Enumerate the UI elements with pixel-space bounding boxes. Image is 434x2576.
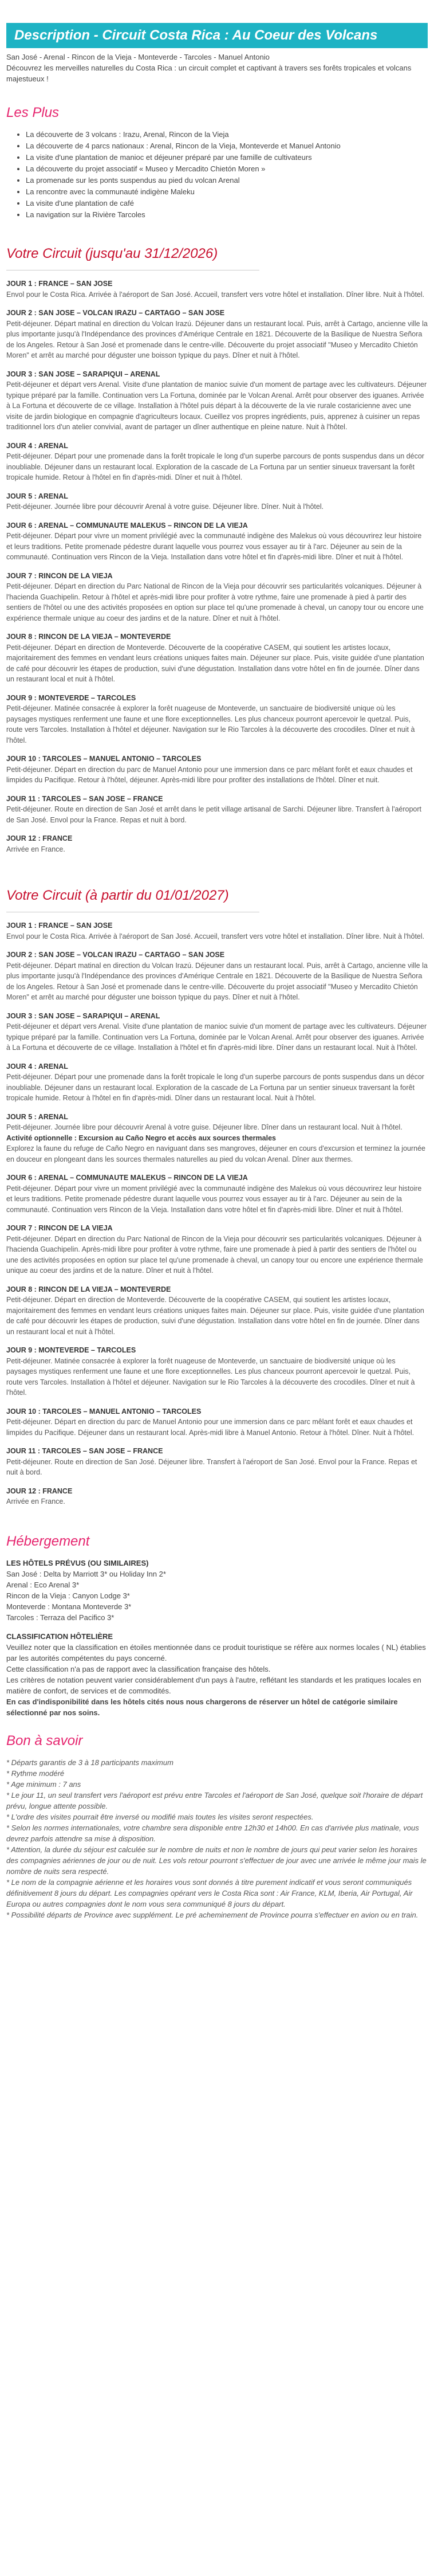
day-heading: JOUR 6 : ARENAL – COMMUNAUTE MALEKUS – RINCON DE LA VIEJA (6, 521, 248, 530)
bon-a-savoir-item: * Age minimum : 7 ans (6, 1779, 81, 1789)
bon-a-savoir-item: * Attention, la durée du séjour est calculée sur le nombre de nuits et non le nombre de jours qui peut varier selon les horaires des compagnies aériennes de jour ou de nuit. Les vols retour pourront s'effectuer de jour avec une arrivée le même jour mais le nombre de nuits sera respecté. (6, 1845, 427, 1876)
day-heading: JOUR 9 : MONTEVERDE – TARCOLES (6, 693, 136, 702)
day-description: Envol pour le Costa Rica. Arrivée à l'aéroport de San José. Accueil, transfert vers votre hôtel et installation. Dîner libre. Nuit à l'hôtel. (6, 290, 425, 299)
day-heading: JOUR 8 : RINCON DE LA VIEJA – MONTEVERDE (6, 1285, 171, 1293)
bon-a-savoir-item: * Départs garantis de 3 à 18 participants maximum (6, 1758, 173, 1767)
day-description: Petit-déjeuner. Départ en direction du Parc National de Rincon de la Vieja pour découvrir ses particularités volcaniques. Déjeuner à l'hacienda Guachipelin. Après-midi libre pour profiter à votre rythme, faire une promenade à pied à partir des sentiers de l'hôtel ou une des activités proposées en option sur place tel qu'une promenade à cheval, un canopy tour ou encore une expérience thermale unique au coeur des jardins et de la nature. Dîner et nuit à l'hôtel. (6, 1234, 423, 1275)
day-entry (6, 693, 428, 746)
day-description: Petit-déjeuner. Route en direction de San José et arrêt dans le petit village artisanal de Sarchi. Déjeuner libre. Transfert à l'aéroport de San José. Envol pour la France. Repas et nuit à bord. (6, 805, 422, 824)
plus-list (6, 129, 428, 221)
day-heading: JOUR 3 : SAN JOSE – SARAPIQUI – ARENAL (6, 370, 160, 378)
day-entry (6, 920, 428, 942)
day-description: Envol pour le Costa Rica. Arrivée à l'aéroport de San José. Accueil, transfert vers votre hôtel et installation. Dîner libre. Nuit à l'hôtel. (6, 932, 425, 940)
day-description: Petit-déjeuner et départ vers Arenal. Visite d'une plantation de manioc suivie d'un moment de partage avec les cultivateurs. Déjeuner typique préparé par la famille. Continuation vers La Fortuna, dominée par le Volcan Arenal. Arrêt pour observer des iguanes. Arrivée à La Fortuna et découverte de ce village. Installation à l'hôtel puis départ à la découverte de la vie rurale costaricienne avec une visite de jardin biologique en compagnie d'agriculteurs locaux. Cueillez vos propres ingrédients, puis, apprenez à cuisiner un repas traditionnel lors d'un atelier convivial, avant de partager un dîner authentique en pleine nature. Nuit à l'hôtel. (6, 381, 427, 431)
day-description: Petit-déjeuner. Départ matinal en direction du Volcan Irazú. Déjeuner dans un restaurant local. Puis, arrêt à Cartago, ancienne ville la plus importante jusqu'à l'Indépendance des provinces d'Amérique Centrale en 1821. Découverte de la Basilique de Nuestra Señora de los Angeles. Retour à San José et promenade dans le centre-ville. Découverte du projet associatif "Museo y Mercadito Chietón Moren" et arrêt au marché pour déguster une boisson typique du pays. Dîner et nuit à l'hôtel. (6, 961, 428, 1001)
day-heading: JOUR 3 : SAN JOSE – SARAPIQUI – ARENAL (6, 1011, 160, 1020)
bon-a-savoir-item: * Selon les normes internationales, votre chambre sera disponible entre 12h30 et 14h00. En cas d'arrivée plus matinale, vous devrez parfois attendre sa mise à disposition. (6, 1823, 419, 1843)
day-heading: JOUR 11 : TARCOLES – SAN JOSE – FRANCE (6, 1447, 163, 1455)
classification-paragraph: Les critères de notation peuvent varier considérablement d'un pays à l'autre, reflétant les standards et les pratiques locales en matière de confort, de services et de commodités. (6, 1675, 421, 1695)
day-entry (6, 632, 428, 685)
bon-a-savoir-item: * L'ordre des visites pourrait être inversé ou modifié mais toutes les visites seront respectées. (6, 1812, 314, 1821)
day-heading: JOUR 5 : ARENAL (6, 1112, 68, 1121)
bon-a-savoir-item: * Possibilité départs de Province avec supplément. Le pré acheminement de Province pourra s'effectuer en avion ou en train. (6, 1910, 419, 1919)
day-heading: JOUR 7 : RINCON DE LA VIEJA (6, 571, 113, 580)
hotel-item: Arenal : Eco Arenal 3* (6, 1580, 80, 1589)
day-heading: JOUR 4 : ARENAL (6, 441, 68, 450)
day-description: Petit-déjeuner. Départ en direction du parc de Manuel Antonio pour une immersion dans ce parc mêlant forêt et eaux chaudes et limpides du Pacifique. Retour à l'hôtel, déjeuner. Après-midi libre pour profiter des installations de l'hôtel. Dîner et nuit. (6, 765, 413, 784)
optional-activity-description: Explorez la faune du refuge de Caño Negro en naviguant dans ses mangroves, déjeuner en cours d'excursion et terminez la journée en douceur en plongeant dans les sources thermales naturelles au pied du volcan Arenal. Dîner aux thermes. (6, 1144, 426, 1163)
day-description: Petit-déjeuner et départ vers Arenal. Visite d'une plantation de manioc suivie d'un moment de partage avec les cultivateurs. Déjeuner typique préparé par la famille. Continuation vers La Fortuna, dominée par le Volcan Arenal. Arrêt pour observer des iguanes. Arrivée à La Fortuna et découverte de ce village. Installation à l'hôtel et fin d'après-midi libre. Dîner dans un restaurant local. Nuit à l'hôtel. (6, 1022, 427, 1052)
day-description: Petit-déjeuner. Matinée consacrée à explorer la forêt nuageuse de Monteverde, un sanctuaire de biodiversité unique où les paysages mystiques renferment une faune et une flore exceptionnelles. Les plus chanceux pourront apercevoir le quetzal. Puis, route vers Tarcoles. Installation à l'hôtel et déjeuner. Navigation sur le Rio Tarcoles à la découverte des crocodiles. Dîner et nuit à l'hôtel. (6, 1356, 415, 1397)
product-description (6, 0, 428, 1920)
circuit-2026-days (6, 279, 428, 854)
section-heading-bon-a-savoir: Bon à savoir (6, 1732, 83, 1748)
section-heading-plus: Les Plus (6, 105, 60, 120)
bon-a-savoir-list (6, 1757, 428, 1920)
hotel-item: San José : Delta by Marriott 3* ou Holiday Inn 2* (6, 1569, 166, 1578)
day-heading: JOUR 8 : RINCON DE LA VIEJA – MONTEVERDE (6, 633, 171, 641)
day-heading: JOUR 12 : FRANCE (6, 1487, 73, 1495)
day-entry (6, 754, 428, 786)
day-entry (6, 794, 428, 826)
itinerary-route: San José - Arenal - Rincon de la Vieja - Monteverde - Tarcoles - Manuel Antonio (6, 53, 270, 61)
plus-item: • La découverte du projet associatif « Museo y Mercadito Chietón Moren » (26, 163, 428, 175)
classification-label: CLASSIFICATION HÔTELIÈRE (6, 1632, 113, 1641)
day-entry (6, 571, 428, 624)
day-heading: JOUR 5 : ARENAL (6, 492, 68, 500)
day-entry (6, 1173, 428, 1215)
day-heading: JOUR 1 : FRANCE – SAN JOSE (6, 280, 113, 288)
classification-text (6, 1642, 428, 1696)
day-entry (6, 1061, 428, 1104)
day-heading: JOUR 12 : FRANCE (6, 834, 73, 842)
hotels-label: LES HÔTELS PRÉVUS (OU SIMILAIRES) (6, 1558, 149, 1567)
day-description: Petit-déjeuner. Départ en direction du Parc National de Rincon de la Vieja pour découvrir ses particularités volcaniques. Déjeuner à l'hacienda Guachipelin. Retour à l'hôtel et après-midi libre pour profiter à votre rythme, faire une promenade à pied à partir des sentiers de l'hôtel ou une des activités proposées en option sur place tel qu'une promenade à cheval, un canopy tour ou encore une expérience thermale unique au coeur des jardins et de la nature. Dîner et nuit à l'hôtel. (6, 582, 424, 622)
hotel-section (6, 1558, 428, 1718)
section-heading-hebergement: Hébergement (6, 1533, 90, 1549)
day-description: Petit-déjeuner. Départ matinal en direction du Volcan Irazú. Déjeuner dans un restaurant local. Puis, arrêt à Cartago, ancienne ville la plus importante jusqu'à l'Indépendance des provinces d'Amérique Centrale en 1821. Découverte de la Basilique de Nuestra Señora de los Angeles. Retour à San José et promenade dans le centre-ville. Découverte du projet associatif "Museo y Mercadito Chietón Moren" et arrêt au marché pour déguster une boisson typique du pays. Dîner et nuit à l'hôtel. (6, 319, 428, 359)
hotel-item: Monteverde : Montana Monteverde 3* (6, 1602, 132, 1611)
day-entry (6, 1406, 428, 1438)
day-heading: JOUR 10 : TARCOLES – MANUEL ANTONIO – TARCOLES (6, 755, 202, 763)
section-heading-circuit-2026: Votre Circuit (jusqu'au 31/12/2026) (6, 246, 218, 261)
day-entry (6, 279, 428, 300)
intro-text: Découvrez les merveilles naturelles du Costa Rica : un circuit complet et captivant à travers ses forêts tropicales et volcans majestueux ! (6, 64, 412, 83)
hotel-item: Rincon de la Vieja : Canyon Lodge 3* (6, 1591, 130, 1600)
day-entry (6, 308, 428, 361)
day-heading: JOUR 10 : TARCOLES – MANUEL ANTONIO – TARCOLES (6, 1407, 202, 1416)
day-entry (6, 1486, 428, 1507)
optional-activity-heading: Activité optionnelle : Excursion au Caño Negro et accès aux sources thermales (6, 1134, 276, 1142)
day-description: Petit-déjeuner. Route en direction de San José. Déjeuner libre. Transfert à l'aéroport de San José. Envol pour la France. Repas et nuit à bord. (6, 1457, 417, 1476)
day-description: Petit-déjeuner. Départ en direction du parc de Manuel Antonio pour une immersion dans ce parc mêlant forêt et eaux chaudes et limpides du Pacifique. Déjeuner dans un restaurant local. Après-midi libre à Manuel Antonio. Retour à l'hôtel. Dîner. Nuit à l'hôtel. (6, 1418, 415, 1437)
classification-paragraph: Veuillez noter que la classification en étoiles mentionnée dans ce produit touristique se réfère aux normes locales ( NL) établies par les autorités compétentes du pays concerné. (6, 1642, 426, 1663)
day-heading: JOUR 2 : SAN JOSE – VOLCAN IRAZU – CARTAGO – SAN JOSE (6, 309, 225, 317)
day-description: Petit-déjeuner. Départ pour vivre un moment privilégié avec la communauté indigène des Malekus où vous découvrirez leur histoire et leurs traditions. Petite promenade pédestre durant laquelle vous pourrez vous essayer au tir à l'arc. Déjeuner au sein de la communauté. Continuation vers Rincon de la Vieja. Installation dans votre hôtel et fin d'après-midi libre. Dîner et nuit à l'hôtel. (6, 532, 422, 561)
classification-note: En cas d'indisponibilité dans les hôtels cités nous nous chargerons de réserver un hôtel de catégorie similaire sélectionné par nos soins. (6, 1697, 398, 1717)
day-heading: JOUR 1 : FRANCE – SAN JOSE (6, 922, 113, 930)
day-description: Petit-déjeuner. Départ pour une promenade dans la forêt tropicale le long d'un superbe parcours de ponts suspendus dans un décor inoubliable. Déjeuner dans un restaurant local. Exploration de la cascade de La Fortuna par un sentier sinueux traversant la forêt tropicale humide. Retour à l'hôtel en fin d'après-midi. Dîner dans un restaurant local. Nuit à l'hôtel. (6, 1073, 424, 1102)
plus-item: • La découverte de 4 parcs nationaux : Arenal, Rincon de la Vieja, Monteverde et Manuel Antonio (26, 140, 428, 152)
day-heading: JOUR 6 : ARENAL – COMMUNAUTE MALEKUS – RINCON DE LA VIEJA (6, 1174, 248, 1182)
plus-item: • La visite d'une plantation de café (26, 198, 428, 209)
day-entry (6, 491, 428, 512)
day-entry (6, 1011, 428, 1053)
day-heading: JOUR 2 : SAN JOSE – VOLCAN IRAZU – CARTAGO – SAN JOSE (6, 951, 225, 959)
day-entry (6, 1223, 428, 1276)
circuit-2027-days (6, 920, 428, 1507)
day-heading: JOUR 9 : MONTEVERDE – TARCOLES (6, 1346, 136, 1354)
day-description: Petit-déjeuner. Matinée consacrée à explorer la forêt nuageuse de Monteverde, un sanctuaire de biodiversité unique où les paysages mystiques renferment une faune et une flore exceptionnelles. Les plus chanceux pourront apercevoir le quetzal. Puis, route vers Tarcoles. Installation à l'hôtel et déjeuner. Navigation sur le Rio Tarcoles à la découverte des crocodiles. Dîner et nuit à l'hôtel. (6, 704, 415, 744)
day-description: Arrivée en France. (6, 845, 65, 853)
day-description: Petit-déjeuner. Départ pour vivre un moment privilégié avec la communauté indigène des Malekus où vous découvrirez leur histoire et leurs traditions. Petite promenade pédestre durant laquelle vous pourrez vous essayer au tir à l'arc. Déjeuner au sein de la communauté. Continuation vers Rincon de la Vieja. Installation dans votre hôtel et fin d'après-midi libre. Dîner et nuit à l'hôtel. (6, 1184, 422, 1214)
day-entry (6, 950, 428, 1003)
plus-item: • La navigation sur la Rivière Tarcoles (26, 209, 428, 221)
hotel-list (6, 1569, 428, 1623)
day-entry (6, 1345, 428, 1398)
plus-item: • La promenade sur les ponts suspendus au pied du volcan Arenal (26, 175, 428, 186)
day-entry (6, 520, 428, 563)
day-description: Petit-déjeuner. Départ pour une promenade dans la forêt tropicale le long d'un superbe parcours de ponts suspendus dans un décor inoubliable. Déjeuner dans un restaurant local. Exploration de la cascade de La Fortuna par un sentier sinueux traversant la forêt tropicale humide. Retour à l'hôtel en fin d'après-midi. Dîner et nuit à l'hôtel. (6, 452, 424, 481)
day-entry (6, 833, 428, 854)
day-description: Petit-déjeuner. Départ en direction de Monteverde. Découverte de la coopérative CASEM, qui soutient les artistes locaux, majoritairement des femmes en vendant leurs créations uniques faites main. Déjeuner sur place. Puis, visite guidée d'une plantation de café pour découvrir les étapes de production, suivi d'une dégustation. Installation dans votre hôtel en fin de journée. Dîner dans un restaurant local et nuit à l'hôtel. (6, 643, 424, 683)
day-heading: JOUR 11 : TARCOLES – SAN JOSE – FRANCE (6, 794, 163, 803)
day-description: Arrivée en France. (6, 1497, 65, 1505)
plus-item: • La rencontre avec la communauté indigène Maleku (26, 186, 428, 198)
day-description: Petit-déjeuner. Journée libre pour découvrir Arenal à votre guise. Déjeuner libre. Dîner dans un restaurant local. Nuit à l'hôtel. (6, 1123, 403, 1131)
day-entry (6, 441, 428, 483)
bon-a-savoir-item: * Le jour 11, un seul transfert vers l'aéroport est prévu entre Tarcoles et l'aéroport de San José, quelque soit l'horaire de départ prévu, longue attente possible. (6, 1790, 423, 1810)
classification-paragraph: Cette classification n'a pas de rapport avec la classification française des hôtels. (6, 1664, 271, 1673)
hotel-item: Tarcoles : Terraza del Pacifico 3* (6, 1613, 115, 1622)
day-entry (6, 1112, 428, 1165)
day-entry (6, 1284, 428, 1338)
day-description: Petit-déjeuner. Journée libre pour découvrir Arenal à votre guise. Déjeuner libre. Dîner. Nuit à l'hôtel. (6, 503, 324, 511)
page-title: Description - Circuit Costa Rica : Au Coeur des Volcans (6, 23, 428, 48)
day-entry (6, 1446, 428, 1478)
bon-a-savoir-item: * Rythme modéré (6, 1769, 65, 1778)
day-heading: JOUR 4 : ARENAL (6, 1062, 68, 1071)
day-description: Petit-déjeuner. Départ en direction de Monteverde. Découverte de la coopérative CASEM, qui soutient les artistes locaux, majoritairement des femmes en vendant leurs créations uniques faites main. Déjeuner sur place. Puis, visite guidée d'une plantation de café pour découvrir les étapes de production, suivi d'une dégustation. Installation dans votre hôtel en fin de journée. Dîner dans un restaurant local et nuit à l'hôtel. (6, 1296, 424, 1336)
plus-item: • La visite d'une plantation de manioc et déjeuner préparé par une famille de cultivateurs (26, 152, 428, 163)
day-entry (6, 369, 428, 433)
plus-item: • La découverte de 3 volcans : Irazu, Arenal, Rincon de la Vieja (26, 129, 428, 140)
intro (6, 52, 428, 84)
section-heading-circuit-2027: Votre Circuit (à partir du 01/01/2027) (6, 888, 229, 903)
day-heading: JOUR 7 : RINCON DE LA VIEJA (6, 1224, 113, 1232)
bon-a-savoir-item: * Le nom de la compagnie aérienne et les horaires vous sont donnés à titre purement indicatif et vous seront communiqués définitivement 8 jours du départ. Les compagnies opérant vers le Costa Rica sont : Air France, KLM, Iberia, Air Portugal, Air Europa ou autres compagnies dont le nom vous sera communiqué 8 jours du départ. (6, 1877, 413, 1908)
